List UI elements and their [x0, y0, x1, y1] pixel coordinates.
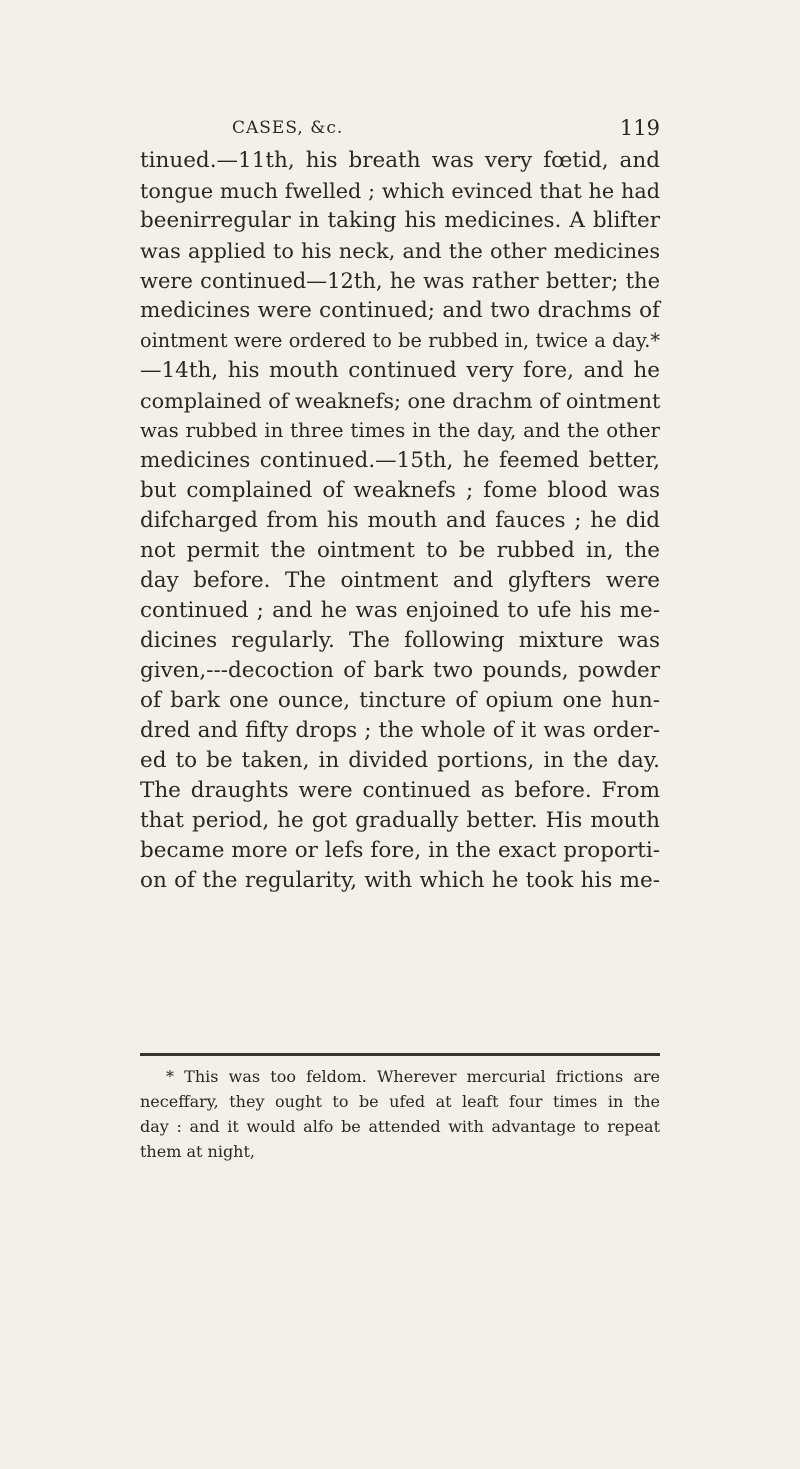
body-line: medicines continued.—15th, he feemed better, [140, 448, 660, 473]
body-line: was applied to his neck, and the other medicines [140, 239, 660, 263]
body-line: that period, he got gradually better. His mouth [140, 808, 660, 833]
body-line: complained of weaknefs; one drachm of ointment [140, 389, 661, 413]
body-line: day before. The ointment and glyfters were [140, 568, 660, 593]
body-line: beenirregular in taking his medicines. A blifter [140, 208, 660, 233]
body-line: continued ; and he was enjoined to ufe his me- [140, 598, 660, 623]
body-line: dicines regularly. The following mixture was [140, 628, 660, 653]
page-number: 119 [619, 116, 660, 140]
body-line: given,---decoction of bark two pounds, powder [140, 658, 660, 683]
footnote [140, 1064, 660, 1164]
body-line: ointment were ordered to be rubbed in, twice a day.* [140, 329, 660, 352]
body-line: were continued—12th, he was rather better; the [140, 269, 660, 293]
body-line: dred and fifty drops ; the whole of it was order- [140, 718, 660, 743]
body-line: medicines were continued; and two drachms of [140, 298, 660, 323]
footnote-line: * This was too feldom. Wherever mercurial frictions are [166, 1067, 660, 1086]
body-line: on of the regularity, with which he took his me- [140, 868, 660, 893]
body-line: but complained of weaknefs ; fome blood was [140, 478, 660, 503]
body-line: tongue much fwelled ; which evinced that he had [140, 179, 660, 203]
body-line: —14th, his mouth continued very fore, and he [140, 358, 660, 383]
footnote-rule [140, 1053, 660, 1056]
body-line: of bark one ounce, tincture of opium one hun- [140, 688, 660, 713]
body-line: became more or lefs fore, in the exact proporti- [140, 838, 660, 863]
body-text [140, 146, 660, 896]
body-line: difcharged from his mouth and fauces ; he did [140, 508, 660, 533]
footnote-line: day : and it would alfo be attended with advantage to repeat [140, 1117, 660, 1136]
running-head-title: CASES, &c. [232, 118, 344, 138]
body-line: was rubbed in three times in the day, and the other [140, 419, 660, 442]
footnote-line: neceffary, they ought to be ufed at leaft four times in the [140, 1092, 660, 1111]
running-head [170, 114, 660, 142]
body-line: not permit the ointment to be rubbed in, the [140, 538, 660, 563]
body-line: tinued.—11th, his breath was very fœtid, and [140, 148, 660, 173]
footnote-line: them at night, [140, 1142, 255, 1161]
body-line: ed to be taken, in divided portions, in the day. [140, 748, 660, 773]
body-line: The draughts were continued as before. From [140, 778, 660, 803]
